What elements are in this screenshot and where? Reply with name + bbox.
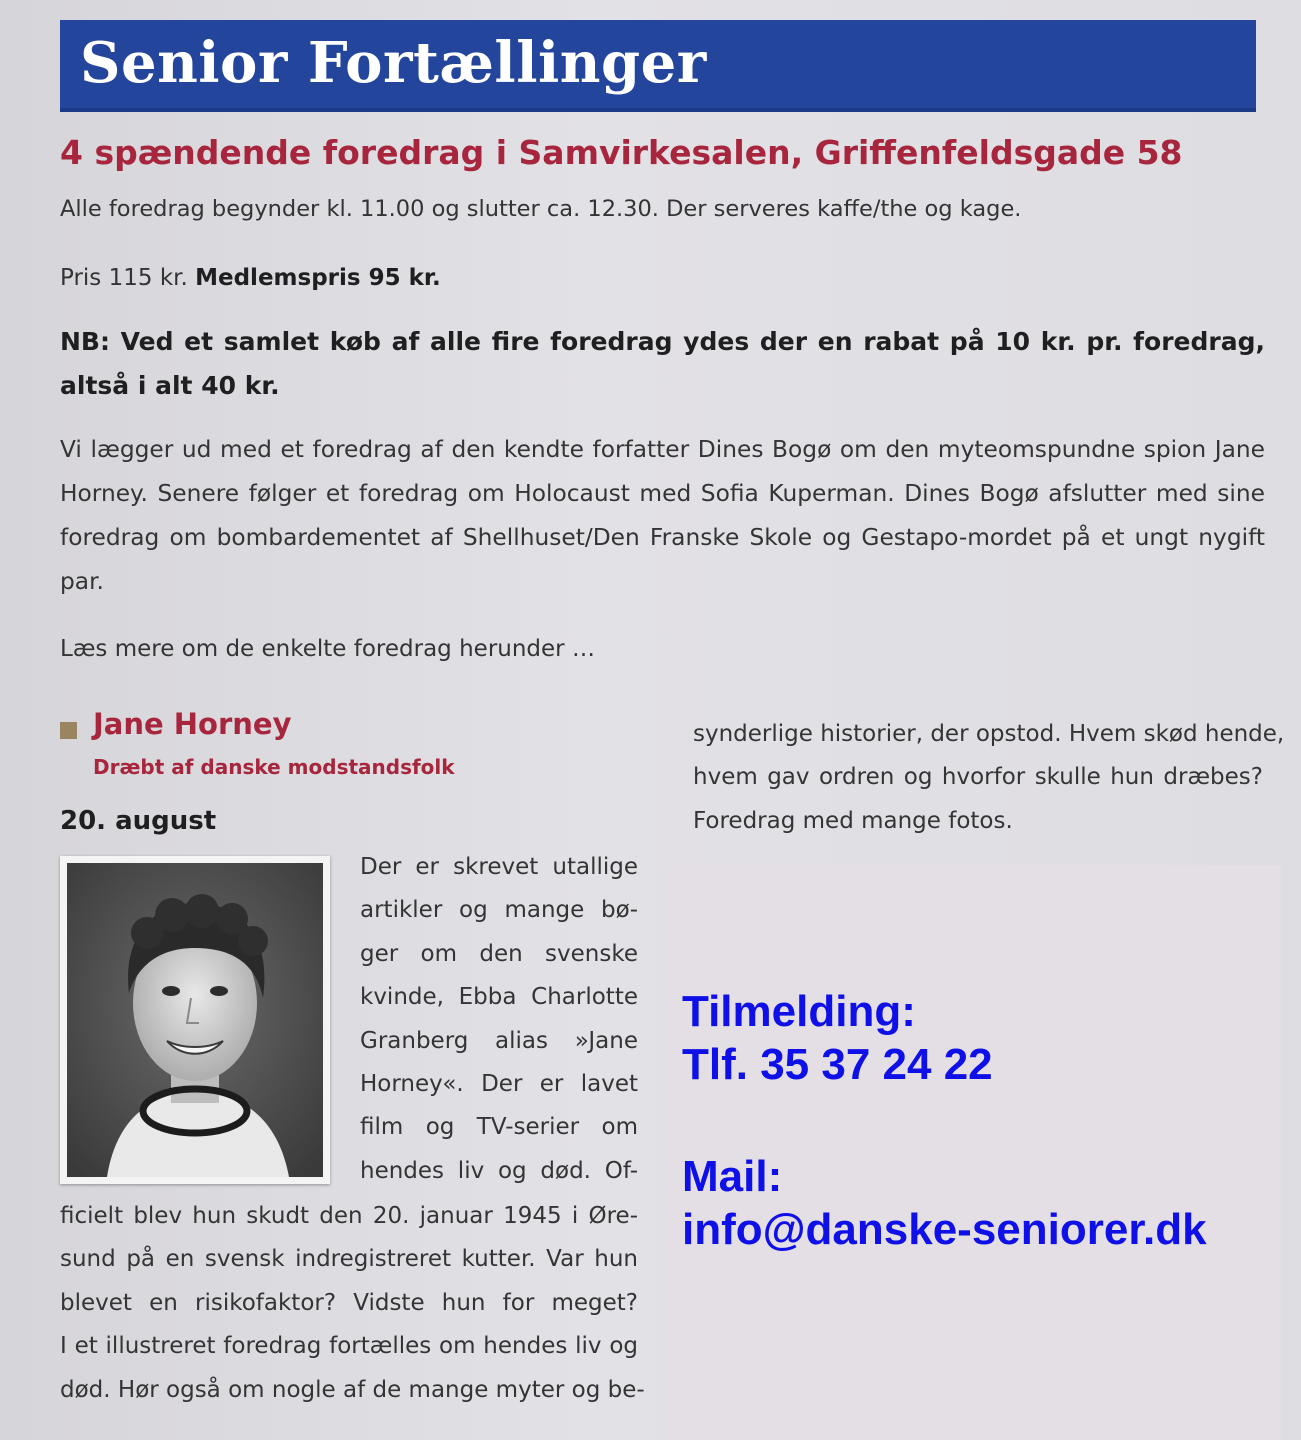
program-description: Vi lægger ud med et foredrag af den kendte forfatter Dines Bogø om den myteomspundne spion Jane Horney. Senere følger et foredrag om Holocaust med Sofia Kuperman. Dines Bogø afslutter med sine foredrag om bombardementet af Shellhuset/Den Franske Skole og Gestapo-mordet på et ungt nygift par. bbox=[60, 436, 1265, 595]
text-line: ger om den svenske bbox=[360, 940, 638, 967]
email-address[interactable]: info@danske-seniorer.dk bbox=[682, 1205, 1207, 1254]
portrait-woman-icon bbox=[67, 863, 323, 1177]
text-line: blevet en risikofaktor? Vidste hun for meget? bbox=[60, 1289, 638, 1316]
contact-box bbox=[665, 865, 1281, 1440]
portrait-photo bbox=[60, 856, 330, 1184]
text-line: død. Hør også om nogle af de mange myter og be- bbox=[60, 1376, 645, 1403]
read-more-text: Læs mere om de enkelte foredrag herunder … bbox=[60, 636, 595, 662]
talk-title: Jane Horney bbox=[93, 707, 292, 741]
talk-text-column-a bbox=[360, 846, 638, 1193]
text-line: ficielt blev hun skudt den 20. januar 1945 i Øre- bbox=[60, 1203, 638, 1229]
mail-label: Mail: bbox=[682, 1152, 783, 1201]
text-line: hvem gav ordren og hvorfor skulle hun dræbes? bbox=[693, 764, 1263, 791]
talk-subtitle: Dræbt af danske modstandsfolk bbox=[93, 755, 455, 779]
price-line bbox=[60, 257, 1265, 299]
text-line: Foredrag med mange fotos. bbox=[693, 807, 1013, 834]
member-price: Medlemspris 95 kr. bbox=[195, 265, 441, 291]
text-line: I et illustreret foredrag fortælles om hendes liv og bbox=[60, 1333, 638, 1360]
text-line: kvinde, Ebba Charlotte bbox=[360, 984, 638, 1011]
signup-label: Tilmelding: bbox=[682, 987, 916, 1036]
text-line: hendes liv og død. Of- bbox=[360, 1157, 638, 1184]
talk-text-column-b bbox=[60, 1195, 645, 1412]
phone-number[interactable]: Tlf. 35 37 24 22 bbox=[682, 1040, 993, 1089]
discount-note: NB: Ved et samlet køb af alle fire foredrag ydes der en rabat på 10 kr. pr. foredrag, altså i alt 40 kr. bbox=[60, 327, 1265, 400]
text-line: Horney«. Der er lavet bbox=[360, 1071, 638, 1098]
talk-date: 20. august bbox=[60, 806, 217, 836]
talk-text-column-c bbox=[693, 713, 1285, 843]
event-headline: 4 spændende foredrag i Samvirkesalen, Griffenfeldsgade 58 bbox=[60, 133, 1183, 172]
text-line: Granberg alias »Jane bbox=[360, 1027, 638, 1054]
intro-text: Alle foredrag begynder kl. 11.00 og slutter ca. 12.30. Der serveres kaffe/the og kage. bbox=[60, 196, 1022, 222]
section-banner bbox=[60, 20, 1256, 112]
regular-price: Pris 115 kr. bbox=[60, 265, 188, 291]
bullet-square-icon bbox=[60, 722, 77, 739]
text-line: artikler og mange bø- bbox=[360, 897, 638, 924]
text-line: sund på en svensk indregistreret kutter. Var hun bbox=[60, 1246, 638, 1273]
text-line: film og TV-serier om bbox=[360, 1114, 638, 1141]
section-title: Senior Fortællinger bbox=[80, 30, 707, 96]
text-line: synderlige historier, der opstod. Hvem skød hende, bbox=[693, 721, 1285, 747]
text-line: Der er skrevet utallige bbox=[360, 854, 638, 880]
